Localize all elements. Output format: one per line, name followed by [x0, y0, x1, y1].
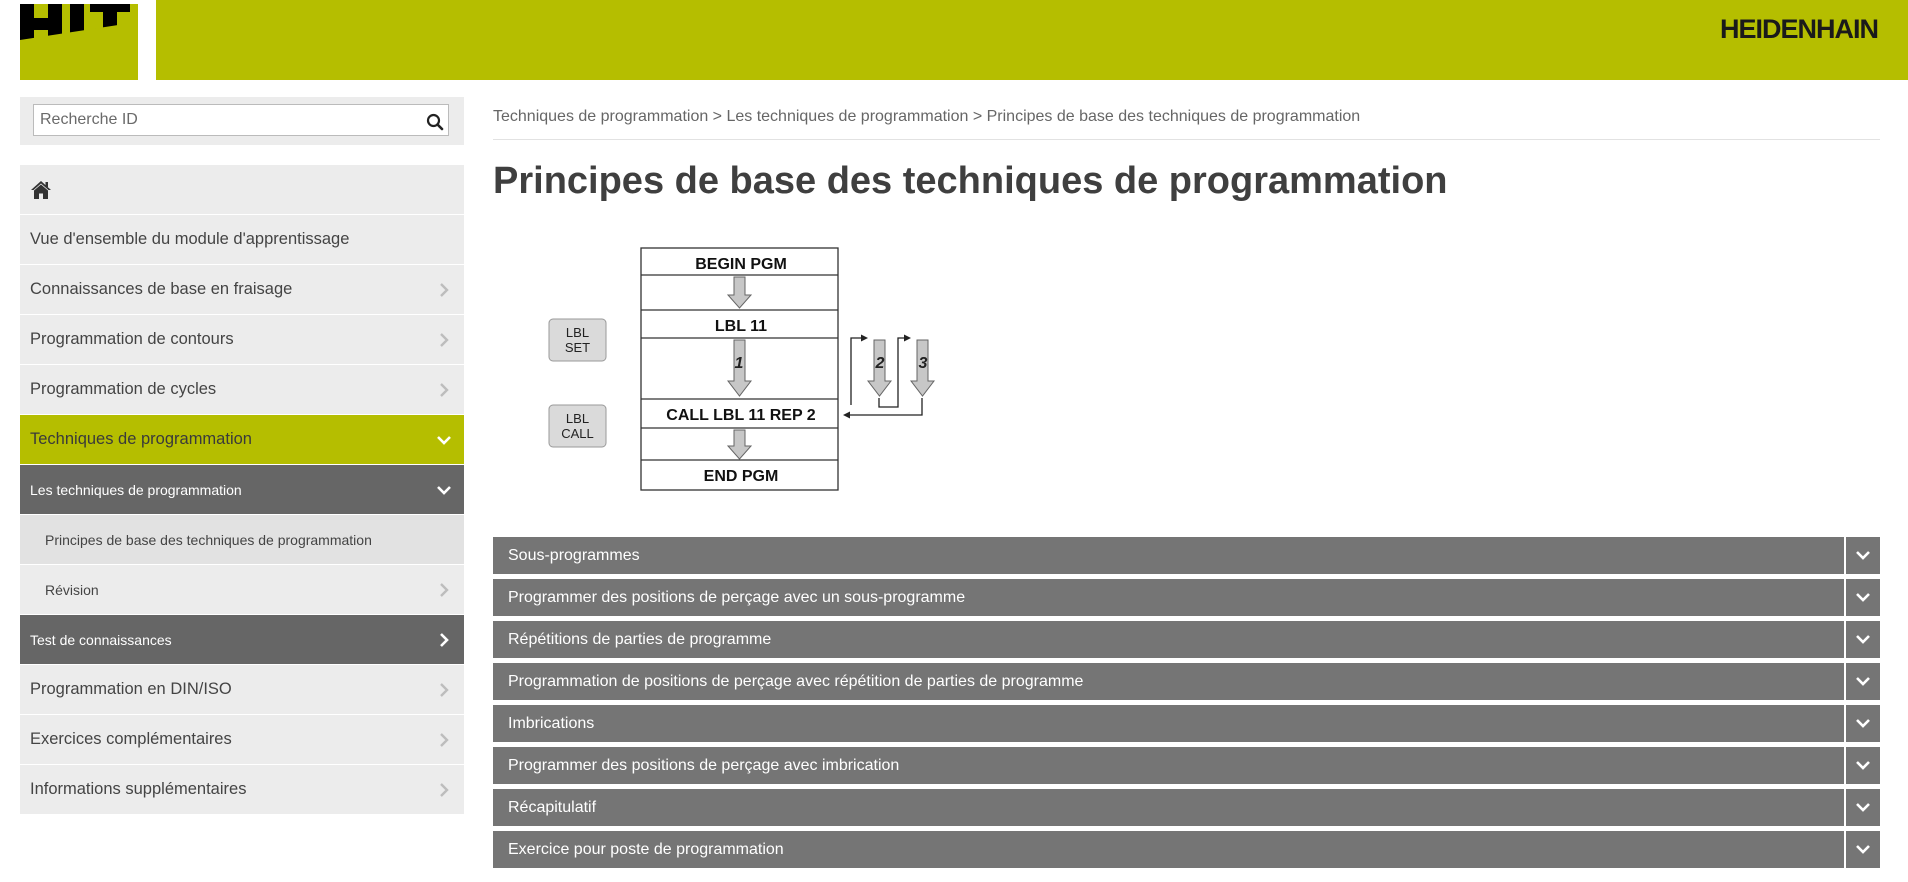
accordion-toggle[interactable]: [1844, 537, 1880, 574]
accordion-item-label: Exercice pour poste de programmation: [508, 840, 784, 858]
sidebar-item-label: Vue d'ensemble du module d'apprentissage: [30, 230, 350, 248]
sidebar-item-contour-programming[interactable]: [20, 315, 464, 365]
diagram-step-2: 2: [875, 355, 885, 372]
sidebar-item-label: Les techniques de programmation: [30, 481, 242, 498]
home-icon: [30, 180, 52, 200]
sidebar-item-label: Informations supplémentaires: [30, 780, 247, 798]
sidebar-item-programming-techniques[interactable]: [20, 415, 464, 465]
chevron-right-icon: [436, 332, 452, 348]
sidebar-item-label: Révision: [45, 581, 99, 598]
diagram-lbl: LBL 11: [714, 318, 768, 335]
accordion-item-label: Répétitions de parties de programme: [508, 630, 772, 648]
sidebar-item-label: Exercices complémentaires: [30, 730, 232, 748]
sidebar-item-label: Principes de base des techniques de programmation: [45, 531, 372, 548]
sidebar-item-cycle-programming[interactable]: [20, 365, 464, 415]
diagram-begin-pgm: BEGIN PGM: [695, 256, 787, 273]
sidebar-item-label: Programmation en DIN/ISO: [30, 680, 232, 698]
logo-separator: [138, 0, 156, 80]
hit-logo-icon[interactable]: [20, 0, 138, 80]
accordion-item-label: Programmer des positions de perçage avec imbrication: [508, 756, 900, 774]
accordion-item-drilling-repetition[interactable]: [493, 663, 1880, 700]
accordion-toggle[interactable]: [1844, 621, 1880, 658]
key-lbl-set-line2: SET: [564, 340, 591, 355]
accordion-item-label: Imbrications: [508, 714, 595, 732]
accordion-item-nesting[interactable]: [493, 705, 1880, 742]
sidebar-nav: [20, 165, 464, 815]
sidebar-item-home[interactable]: [20, 165, 464, 215]
search-input[interactable]: [33, 104, 449, 136]
search-container: [20, 97, 464, 145]
chevron-right-icon: [436, 732, 452, 748]
sidebar-item-din-iso[interactable]: [20, 665, 464, 715]
accordion-item-label: Sous-programmes: [508, 546, 640, 564]
accordion-item-drilling-nesting[interactable]: [493, 747, 1880, 784]
chevron-down-icon: [1855, 590, 1871, 604]
sidebar-item-knowledge-test[interactable]: [20, 615, 464, 665]
accordion-item-workstation-exercise[interactable]: [493, 831, 1880, 868]
diagram-step-3: 3: [918, 355, 928, 372]
sidebar-item-revision[interactable]: [20, 565, 464, 615]
accordion-toggle[interactable]: [1844, 705, 1880, 742]
key-lbl-call-line2: CALL: [561, 426, 594, 441]
search-icon[interactable]: [426, 113, 444, 131]
sidebar-item-label: Techniques de programmation: [30, 430, 252, 448]
accordion-toggle[interactable]: [1844, 789, 1880, 826]
accordion-item-label: Récapitulatif: [508, 798, 597, 816]
chevron-down-icon: [1855, 716, 1871, 730]
chevron-down-icon: [1855, 548, 1871, 562]
accordion-item-subprograms[interactable]: [493, 537, 1880, 574]
chevron-down-icon: [1855, 842, 1871, 856]
breadcrumb-divider: [493, 139, 1880, 140]
sidebar-item-the-techniques[interactable]: [20, 465, 464, 515]
header-left-margin: [0, 0, 20, 80]
chevron-right-icon: [436, 582, 452, 598]
sidebar-item-more-info[interactable]: [20, 765, 464, 815]
chevron-right-icon: [436, 282, 452, 298]
sidebar-item-basics-current[interactable]: [20, 515, 464, 565]
topic-accordion: [493, 537, 1880, 873]
chevron-down-icon: [1855, 758, 1871, 772]
accordion-toggle[interactable]: [1844, 747, 1880, 784]
accordion-item-repetitions[interactable]: [493, 621, 1880, 658]
breadcrumb[interactable]: Techniques de programmation > Les techniques de programmation > Principes de base des techniques de programmation: [493, 108, 1361, 125]
accordion-item-drilling-subprogram[interactable]: [493, 579, 1880, 616]
chevron-right-icon: [436, 682, 452, 698]
chevron-right-icon: [436, 632, 452, 648]
chevron-down-icon: [1855, 632, 1871, 646]
chevron-down-icon: [436, 482, 452, 498]
chevron-right-icon: [436, 782, 452, 798]
sidebar-item-label: Test de connaissances: [30, 631, 172, 648]
accordion-item-label: Programmer des positions de perçage avec un sous-programme: [508, 588, 966, 606]
chevron-down-icon: [1855, 800, 1871, 814]
chevron-down-icon: [1855, 674, 1871, 688]
accordion-toggle[interactable]: [1844, 831, 1880, 868]
accordion-item-summary[interactable]: [493, 789, 1880, 826]
sidebar-item-label: Programmation de contours: [30, 330, 234, 348]
page-title: Principes de base des techniques de programmation: [493, 160, 1448, 202]
key-lbl-call-line1: LBL: [565, 411, 590, 426]
diagram-call: CALL LBL 11 REP 2: [666, 407, 816, 424]
brand-name[interactable]: HEIDENHAIN: [1719, 14, 1878, 44]
accordion-toggle[interactable]: [1844, 579, 1880, 616]
accordion-toggle[interactable]: [1844, 663, 1880, 700]
sidebar-item-label: Programmation de cycles: [30, 380, 217, 398]
program-flow-diagram: [545, 243, 965, 508]
diagram-end-pgm: END PGM: [703, 468, 779, 485]
sidebar-item-label: Connaissances de base en fraisage: [30, 280, 293, 298]
sidebar-item-milling-basics[interactable]: [20, 265, 464, 315]
key-lbl-set-line1: LBL: [565, 325, 590, 340]
accordion-item-label: Programmation de positions de perçage avec répétition de parties de programme: [508, 672, 1084, 690]
diagram-step-1: 1: [734, 355, 744, 372]
sidebar-item-overview[interactable]: [20, 215, 464, 265]
chevron-right-icon: [436, 382, 452, 398]
sidebar-item-extra-exercises[interactable]: [20, 715, 464, 765]
chevron-down-icon: [436, 432, 452, 448]
header-bar: [0, 0, 1908, 80]
